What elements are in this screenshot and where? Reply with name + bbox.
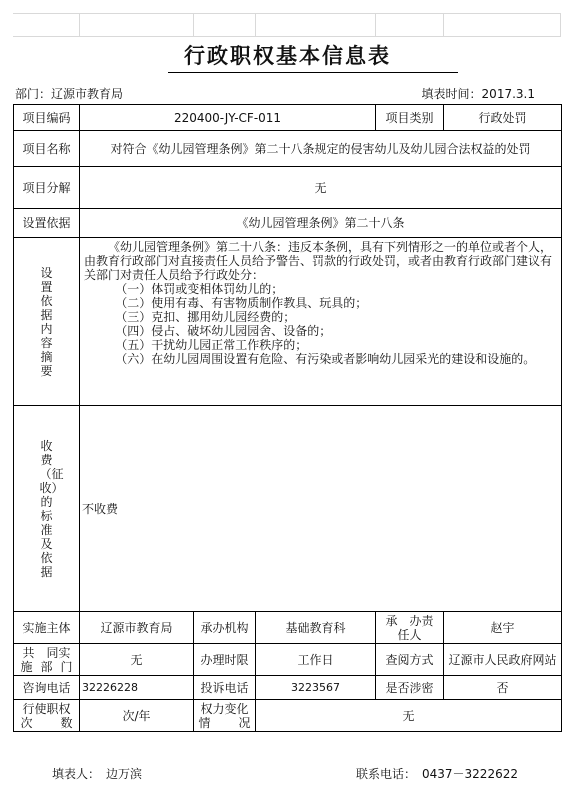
complaint-label: 投诉电话 — [194, 676, 256, 700]
responsible-value: 赵宇 — [444, 612, 562, 644]
basis-value: 《幼儿园管理条例》第二十八条 — [80, 209, 562, 238]
summary-line: 《幼儿园管理条例》第二十八条：违反本条例，具有下列情形之一的单位或者个人，由教育行政部门对直接责任人员给予警告、罚款的行政处罚，或者由教育行政部门建议有关部门对责任人员给予行政处分： — [84, 240, 553, 282]
summary-line: （四）侵占、破坏幼儿园园舍、设备的； — [115, 324, 332, 338]
row-code — [14, 105, 562, 131]
row-contact — [14, 676, 562, 700]
row-decomp — [14, 167, 562, 209]
page-title: 行政职权基本信息表 — [184, 43, 391, 68]
category-label: 项目类别 — [376, 105, 444, 131]
consult-label: 咨询电话 — [14, 676, 80, 700]
fill-date-label: 填表时间：2017.3.1 — [421, 87, 535, 101]
secret-value: 否 — [444, 676, 562, 700]
consult-value: 32226228 — [80, 676, 194, 700]
row-impl — [14, 612, 562, 644]
row-summary — [14, 238, 562, 406]
times-label: 行使职权次 数 — [14, 700, 80, 732]
fee-value: 不收费 — [80, 406, 562, 612]
impl-value: 辽源市教育局 — [80, 612, 194, 644]
row-fee — [14, 406, 562, 612]
joint-value: 无 — [80, 644, 194, 676]
row-joint — [14, 644, 562, 676]
filler-label: 填表人： 边万滨 — [52, 767, 143, 781]
row-name — [14, 131, 562, 167]
change-label: 权力变化情 况 — [194, 700, 256, 732]
change-value: 无 — [256, 700, 562, 732]
impl-label: 实施主体 — [14, 612, 80, 644]
code-label: 项目编码 — [14, 105, 80, 131]
decomp-label: 项目分解 — [14, 167, 80, 209]
row-basis — [14, 209, 562, 238]
query-value: 辽源市人民政府网站 — [444, 644, 562, 676]
name-label: 项目名称 — [14, 131, 80, 167]
summary-line: （一）体罚或变相体罚幼儿的； — [115, 282, 284, 296]
name-value: 对符合《幼儿园管理条例》第二十八条规定的侵害幼儿及幼儿园合法权益的处罚 — [80, 131, 562, 167]
basis-label: 设置依据 — [14, 209, 80, 238]
spreadsheet-gridlines — [13, 13, 561, 37]
time-value: 工作日 — [256, 644, 376, 676]
decomp-value: 无 — [80, 167, 562, 209]
summary-line: （五）干扰幼儿园正常工作秩序的； — [115, 338, 308, 352]
row-times — [14, 700, 562, 732]
category-value: 行政处罚 — [444, 105, 562, 131]
summary-line: （二）使用有毒、有害物质制作教具、玩具的； — [115, 296, 368, 310]
summary-line: （六）在幼儿园周围设置有危险、有污染或者影响幼儿园采光的建设和设施的。 — [115, 352, 536, 366]
complaint-value: 3223567 — [256, 676, 376, 700]
query-label: 查阅方式 — [376, 644, 444, 676]
summary-label: 设置依据内容摘要 — [14, 238, 80, 406]
code-value: 220400-JY-CF-011 — [80, 105, 376, 131]
info-table — [13, 104, 562, 732]
responsible-label: 承 办责任人 — [376, 612, 444, 644]
contact-phone-label: 联系电话： 0437－3222622 — [356, 767, 518, 781]
undertake-value: 基础教育科 — [256, 612, 376, 644]
secret-label: 是否涉密 — [376, 676, 444, 700]
summary-content — [80, 238, 562, 406]
times-value: 次/年 — [80, 700, 194, 732]
department-label: 部门：辽源市教育局 — [15, 87, 124, 101]
time-label: 办理时限 — [194, 644, 256, 676]
title-underline — [168, 72, 458, 73]
undertake-label: 承办机构 — [194, 612, 256, 644]
fee-label: 收费（征收）的标准及依据 — [14, 406, 80, 612]
joint-label: 共 同实施部门 — [14, 644, 80, 676]
summary-line: （三）克扣、挪用幼儿园经费的； — [115, 310, 296, 324]
